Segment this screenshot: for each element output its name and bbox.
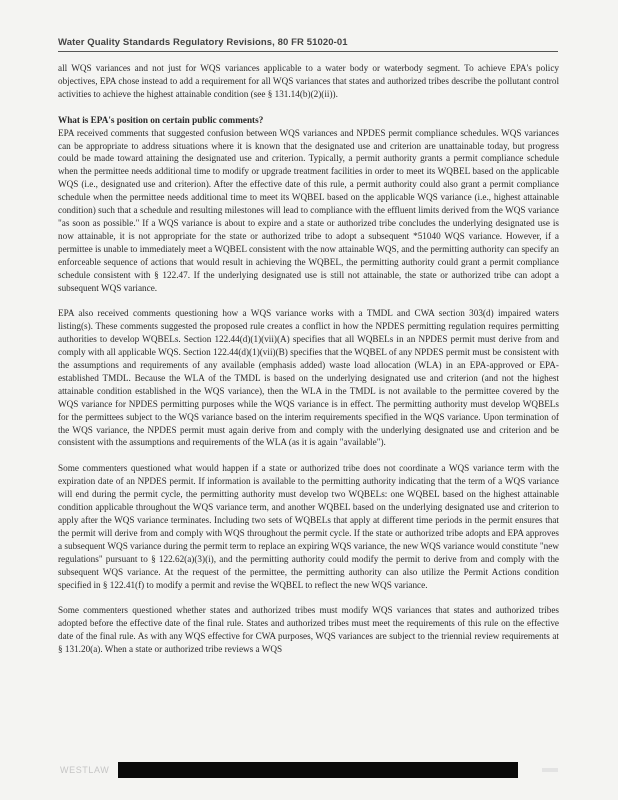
spacer xyxy=(58,591,559,604)
page-header-title: Water Quality Standards Regulatory Revisions, 80 FR 51020-01 xyxy=(58,37,348,48)
paragraph-4: Some commenters questioned what would happen if a state or authorized tribe does not coordinate a WQS variance term with the expiration date of an NPDES permit. If information is available to the permitting authority indicating that the term of a WQS variance will end during the permit cycle, the permitting authority must develop two WQBELs: one WQBEL based on the highest attainable condition applicable throughout the WQS variance term, and another WQBEL based on the underlying designated use and criterion to apply after the WQS variance terminates. Including two sets of WQBELs that apply at different time periods in the permit ensures that the permit will derive from and comply with WQS throughout the permit cycle. If the state or authorized tribe adopts and EPA approves a subsequent WQS variance during the permit term to replace an expiring WQS variance, the new WQS variance would constitute "new regulations" pursuant to § 122.62(a)(3)(i), and the permitting authority could modify the permit to derive from and comply with the subsequent WQS variance. At the request of the permittee, the permitting authority can also utilize the Permit Actions condition specified in § 122.41(f) to modify a permit and revise the WQBEL to reflect the new WQS variance. xyxy=(58,463,559,590)
spacer xyxy=(58,101,559,114)
paragraph-3: EPA also received comments questioning how a WQS variance works with a TMDL and CWA section 303(d) impaired waters listing(s). These comments suggested the proposed rule creates a conflict in how the NPDES permitting regulation requires permitting authorities to develop WQBELs. Section 122.44(d)(1)(vii)(A) specifies that all WQBELs in an NPDES permit must derive from and comply with all applicable WQS. Section 122.44(d)(1)(vii)(B) specifies that the WQBEL of any NPDES permit must be consistent with the assumptions and requirements of any available (emphasis added) waste load allocation (WLA) in an EPA-approved or EPA-established TMDL. Because the WLA of the TMDL is based on the underlying designated use and criterion (and not the highest attainable condition established in the WQS variance), then the WLA in the TMDL is not available to the permittee covered by the WQS variance for NPDES permitting purposes while the WQS variance is in effect. The permitting authority must develop WQBELs for the permittees subject to the WQS variance based on the interim requirements specified in the WQS variance. Upon termination of the WQS variance, the NPDES permit must again derive from and comply with the underlying designated use and criterion and be consistent with the assumptions and requirements of the WLA (as it is again "available"). xyxy=(58,308,559,448)
header-divider xyxy=(58,51,558,52)
document-body xyxy=(58,62,559,656)
paragraph-5: Some commenters questioned whether states and authorized tribes must modify WQS variances that states and authorized tribes adopted before the effective date of the final rule. States and authorized tribes must meet the requirements of this rule on the effective date of the final rule. As with any WQS effective for CWA purposes, WQS variances are subject to the triennial review requirements at § 131.20(a). When a state or authorized tribe reviews a WQS xyxy=(58,605,559,655)
page-footer xyxy=(58,762,560,778)
spacer xyxy=(58,294,559,307)
paragraph-2: EPA received comments that suggested confusion between WQS variances and NPDES permit compliance schedules. WQS variances can be appropriate to address situations where it is known that the designated use and criterion are unattainable today, but progress could be made toward attaining the designated use and criterion. Typically, a permit authority grants a permit compliance schedule when the permittee needs additional time to modify or upgrade treatment facilities in order to meet its WQBEL based on the applicable WQS (i.e., designated use and criterion). After the effective date of this rule, a permit authority could also grant a permit compliance schedule when the permittee needs additional time to meet its WQBEL based on the applicable WQS variance (i.e., highest attainable condition) such that a schedule and resulting milestones will lead to compliance with the effluent limits derived from the WQS variance "as soon as possible." If a WQS variance is about to expire and a state or authorized tribe concludes the underlying designated use is now attainable, it is not appropriate for the state or authorized tribe to adopt a subsequent *51040 WQS variance. However, if a permittee is unable to immediately meet a WQBEL consistent with the now attainable WQS, and the permitting authority can specify an enforceable sequence of actions that would result in achieving the WQBEL, the permitting authority could grant a permit compliance schedule consistent with § 122.47. If the underlying designated use is still not attainable, the state or authorized tribe can adopt a subsequent WQS variance. xyxy=(58,127,559,293)
section-heading: What is EPA's position on certain public comments? xyxy=(58,114,264,125)
spacer xyxy=(58,449,559,462)
footer-mark xyxy=(542,768,558,772)
redaction-bar xyxy=(118,762,518,778)
westlaw-label: WESTLAW xyxy=(60,765,110,775)
paragraph-1: all WQS variances and not just for WQS variances applicable to a water body or waterbody segment. To achieve EPA's policy objectives, EPA chose instead to add a requirement for all WQS variances that states and authorized tribes describe the pollutant control activities to achieve the highest attainable condition (see § 131.14(b)(2)(ii)). xyxy=(58,63,559,99)
